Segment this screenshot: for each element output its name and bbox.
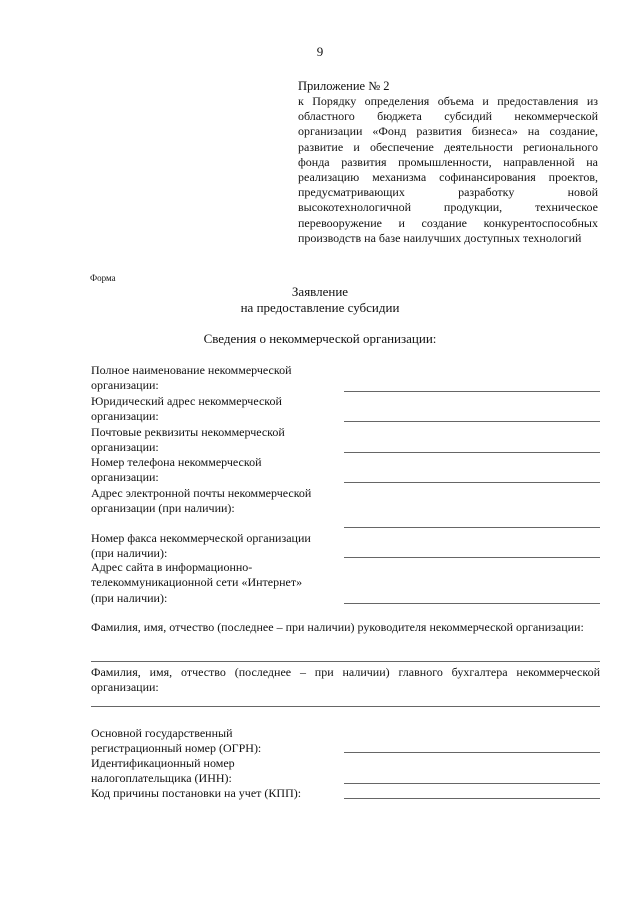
field-label-postal-details: Почтовые реквизиты некоммерческой организации: (91, 425, 285, 455)
field-label-accountant-name: Фамилия, имя, отчество (последнее – при наличии) главного бухгалтера некоммерческой организации: (91, 665, 600, 695)
field-label-legal-address: Юридический адрес некоммерческой организации: (91, 394, 282, 424)
field-input-full-name[interactable] (344, 391, 600, 392)
field-input-phone[interactable] (344, 482, 600, 483)
form-label: Форма (90, 273, 116, 283)
field-label-ogrn: Основной государственный регистрационный номер (ОГРН): (91, 726, 262, 756)
field-label-kpp: Код причины постановки на учет (КПП): (91, 786, 302, 800)
document-subtitle: на предоставление субсидии (240, 300, 400, 315)
document-title: Заявление (291, 284, 349, 299)
field-label-website: Адрес сайта в информационно-телекоммуникационной сети «Интернет» (при наличии): (91, 560, 303, 605)
field-input-ogrn[interactable] (344, 752, 600, 753)
field-input-website[interactable] (344, 603, 600, 604)
field-label-phone: Номер телефона некоммерческой организации: (91, 455, 262, 485)
field-input-legal-address[interactable] (344, 421, 600, 422)
field-label-inn: Идентификационный номер налогоплательщика (ИНН): (91, 756, 235, 786)
page-number: 9 (316, 44, 324, 59)
field-input-inn[interactable] (344, 783, 600, 784)
field-input-fax[interactable] (344, 557, 600, 558)
section-title: Сведения о некоммерческой организации: (203, 331, 437, 346)
field-input-director-name[interactable] (91, 661, 600, 662)
field-input-email[interactable] (344, 527, 600, 528)
field-input-kpp[interactable] (344, 798, 600, 799)
field-label-full-name: Полное наименование некоммерческой организации: (91, 363, 292, 393)
annex-title: Приложение № 2 (298, 79, 390, 93)
annex-body: к Порядку определения объема и предоставления из областного бюджета субсидий некоммерческой организации «Фонд развития бизнеса» на создание, развитие и обеспечение деятельности регионального фонда развития промышленности, направленной на реализацию механизма софинансирования проектов, предусматривающих разработку новой высокотехнологичной продукции, техническое перевооружение и создание конкурентоспособных производств на базе наилучших доступных технологий (298, 94, 598, 245)
field-label-email: Адрес электронной почты некоммерческой организации (при наличии): (91, 486, 312, 516)
field-label-director-name: Фамилия, имя, отчество (последнее – при наличии) руководителя некоммерческой организации: (91, 620, 584, 634)
field-input-postal-details[interactable] (344, 452, 600, 453)
field-label-fax: Номер факса некоммерческой организации (при наличии): (91, 531, 311, 561)
field-input-accountant-name[interactable] (91, 706, 600, 707)
